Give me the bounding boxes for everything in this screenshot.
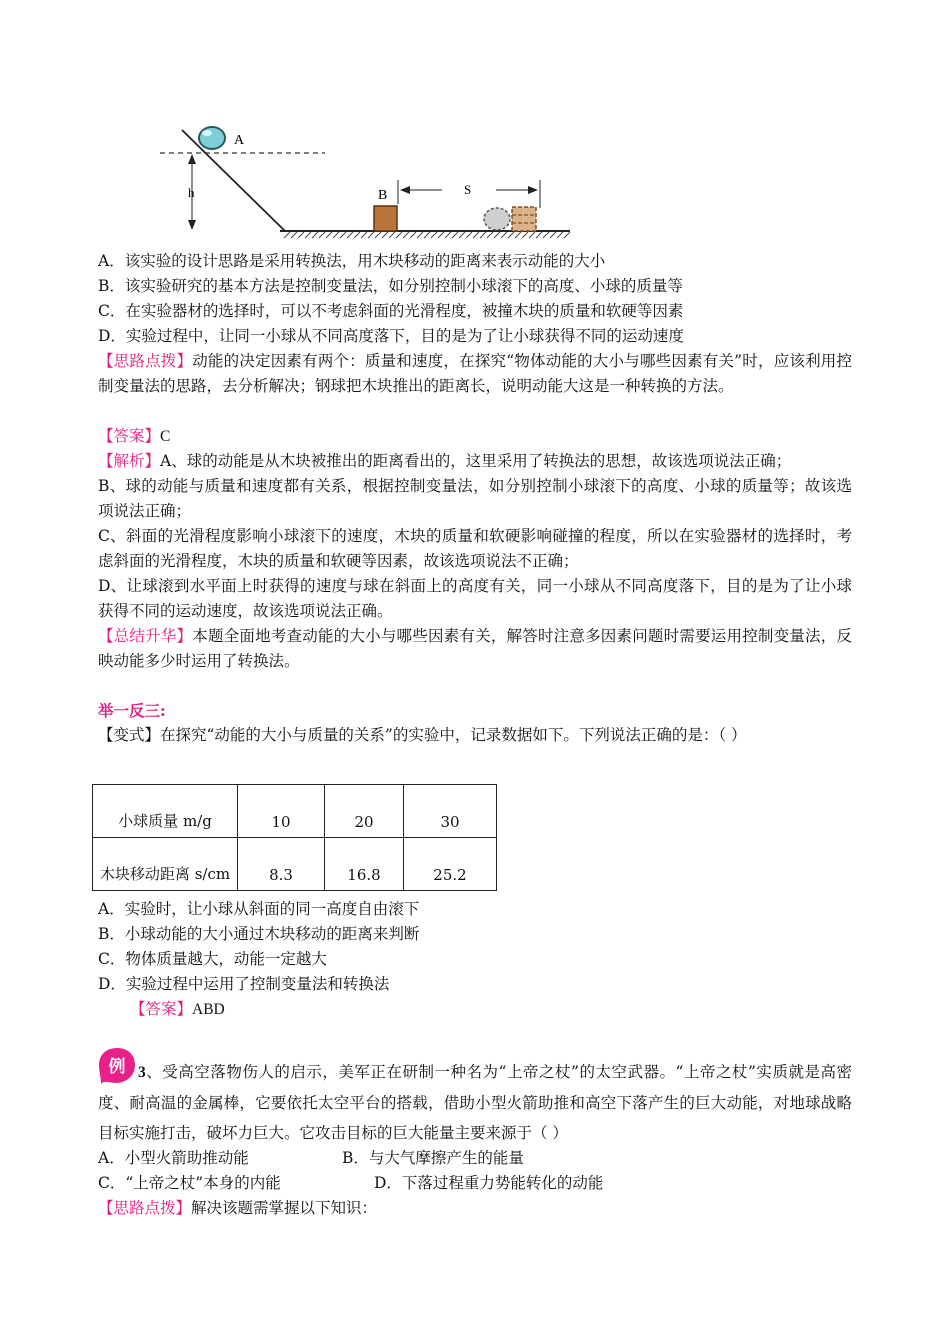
variant-question: 【变式】在探究“动能的大小与质量的关系”的实验中，记录数据如下。下列说法正确的是：（ ） — [98, 726, 747, 744]
hatch-mark — [494, 232, 500, 238]
table-cell: 10 — [238, 785, 325, 838]
variant-option-a: A．实验时，让小球从斜面的同一高度自由滚下 — [98, 900, 420, 918]
hatch-mark — [410, 232, 416, 238]
hatch-mark — [564, 232, 570, 238]
q3-question — [98, 1057, 852, 1148]
answer-tag: 【答案】 — [98, 427, 161, 445]
variant-answer — [130, 998, 890, 1021]
answer-value: C — [160, 428, 171, 445]
hatch-mark — [536, 232, 542, 238]
q2-analysis-d: D、让球滚到水平面上时获得的速度与球在斜面上的高度有关，同一小球从不同高度落下，目的是为了让小球获得不同的运动速度，故该选项说法正确。 — [98, 577, 852, 620]
analysis-a-text: A、球的动能是从木块被推出的距离看出的，这里采用了转换法的思想，故该选项说法正确； — [160, 452, 792, 470]
q3-option-b: B．与大气摩擦产生的能量 — [342, 1149, 524, 1167]
q3-option-d: D．下落过程重力势能转化的动能 — [374, 1174, 604, 1192]
ground-hatching — [284, 232, 570, 238]
hatch-mark — [375, 232, 381, 238]
hatch-mark — [396, 232, 402, 238]
hatch-mark — [298, 232, 304, 238]
hatch-mark — [291, 232, 297, 238]
hatch-mark — [508, 232, 514, 238]
ball-after-collision — [484, 208, 510, 230]
hatch-mark — [368, 232, 374, 238]
hint-text: 动能的决定因素有两个：质量和速度，在探究“物体动能的大小与哪些因素有关”时，应该利用控制变量法的思路，去分析解决；钢球把木块推出的距离长，说明动能大这是一种转换的方法。 — [98, 352, 852, 395]
q2-option-d: D．实验过程中，让同一小球从不同高度落下，目的是为了让小球获得不同的运动速度 — [98, 327, 684, 345]
hatch-mark — [438, 232, 444, 238]
hatch-mark — [550, 232, 556, 238]
hatch-mark — [473, 232, 479, 238]
hatch-mark — [326, 232, 332, 238]
q2-option-c: C．在实验器材的选择时，可以不考虑斜面的光滑程度，被撞木块的质量和软硬等因素 — [98, 302, 684, 320]
hatch-mark — [361, 232, 367, 238]
hatch-mark — [522, 232, 528, 238]
hatch-mark — [333, 232, 339, 238]
hatch-mark — [466, 232, 472, 238]
q3-option-a: A．小型火箭助推动能 — [98, 1149, 249, 1167]
hatch-mark — [529, 232, 535, 238]
q2-hint-paragraph — [98, 349, 852, 399]
hatch-mark — [403, 232, 409, 238]
table-row — [93, 785, 497, 838]
height-arrow-down — [188, 220, 196, 230]
hatch-mark — [557, 232, 563, 238]
hatch-mark — [459, 232, 465, 238]
height-arrow-up — [188, 154, 196, 164]
hatch-mark — [445, 232, 451, 238]
hatch-mark — [543, 232, 549, 238]
q3-hint — [98, 1197, 858, 1219]
q2-summary — [98, 624, 852, 674]
hatch-mark — [501, 232, 507, 238]
hatch-mark — [347, 232, 353, 238]
variant-answer-tag: 【答案】 — [130, 1000, 193, 1018]
hatch-mark — [319, 232, 325, 238]
variant-option-c: C．物体质量越大，动能一定越大 — [98, 950, 327, 968]
q3-text: 、受高空落物伤人的启示，美军正在研制一种名为“上帝之杖”的太空武器。“上帝之杖”实质就是高密度、耐高温的金属棒，它要依托太空平台的搭载，借助小型火箭助推和高空下落产生的巨大动能，对地球战略目标实施打击，破坏力巨大。它攻击目标的巨大能量主要来源于（ ） — [98, 1063, 852, 1142]
summary-text: 本题全面地考查动能的大小与哪些因素有关，解答时注意多因素问题时需要运用控制变量法，反映动能多少时运用了转换法。 — [98, 627, 852, 670]
q2-analysis-c: C、斜面的光滑程度影响小球滚下的速度，木块的质量和软硬影响碰撞的程度，所以在实验器材的选择时，考虑斜面的光滑程度，木块的质量和软硬等因素，故该选项说法不正确； — [98, 527, 852, 570]
hatch-mark — [452, 232, 458, 238]
analysis-tag: 【解析】 — [98, 452, 161, 470]
table-cell: 20 — [325, 785, 404, 838]
q2-answer — [98, 425, 858, 448]
distance-label-s: S — [464, 182, 472, 197]
summary-tag: 【总结升华】 — [98, 627, 193, 645]
table-cell: 小球质量 m/g — [93, 785, 238, 838]
table-row — [93, 838, 497, 891]
q2-option-b: B．该实验研究的基本方法是控制变量法，如分别控制小球滚下的高度、小球的质量等 — [98, 277, 683, 295]
hatch-mark — [417, 232, 423, 238]
block-after-collision — [512, 207, 536, 231]
q2-option-a: A．该实验的设计思路是采用转换法，用木块移动的距离来表示动能的大小 — [98, 252, 606, 270]
hatch-mark — [487, 232, 493, 238]
q3-hint-text: 解决该题需掌握以下知识： — [191, 1199, 378, 1217]
ball-a-shine — [202, 130, 212, 136]
hatch-mark — [424, 232, 430, 238]
variant-option-b: B．小球动能的大小通过木块移动的距离来判断 — [98, 925, 420, 943]
experiment-figure — [150, 118, 590, 248]
table-cell: 25.2 — [404, 838, 497, 891]
table-cell: 8.3 — [238, 838, 325, 891]
ball-label-a: A — [234, 133, 245, 148]
hatch-mark — [305, 232, 311, 238]
hatch-mark — [354, 232, 360, 238]
distance-arrowhead-left — [400, 186, 410, 194]
example-badge-text: 例 — [108, 1057, 126, 1077]
data-table — [92, 784, 497, 891]
q3-hint-tag: 【思路点拨】 — [98, 1199, 192, 1217]
hint-tag: 【思路点拨】 — [98, 352, 193, 370]
hatch-mark — [389, 232, 395, 238]
block-label-b: B — [378, 188, 388, 203]
variant-heading: 举一反三: — [98, 701, 166, 720]
q3-number: 3 — [138, 1064, 146, 1081]
q2-analysis-a — [98, 449, 852, 474]
table-cell: 16.8 — [325, 838, 404, 891]
hatch-mark — [284, 232, 290, 238]
table-cell: 30 — [404, 785, 497, 838]
hatch-mark — [382, 232, 388, 238]
q2-analysis-b: B、球的动能与质量和速度都有关系，根据控制变量法，如分别控制小球滚下的高度、小球的质量等；故该选项说法正确； — [98, 477, 852, 520]
q3-option-c: C．“上帝之杖”本身的内能 — [98, 1174, 281, 1192]
hatch-mark — [515, 232, 521, 238]
ball-a — [199, 127, 225, 149]
height-label: h — [188, 185, 195, 200]
hatch-mark — [340, 232, 346, 238]
hatch-mark — [431, 232, 437, 238]
hatch-mark — [312, 232, 318, 238]
variant-option-d: D．实验过程中运用了控制变量法和转换法 — [98, 975, 390, 993]
variant-answer-value: ABD — [192, 1001, 225, 1018]
block-b — [374, 206, 397, 231]
table-cell: 木块移动距离 s/cm — [93, 838, 238, 891]
distance-arrowhead-right — [528, 186, 538, 194]
hatch-mark — [480, 232, 486, 238]
